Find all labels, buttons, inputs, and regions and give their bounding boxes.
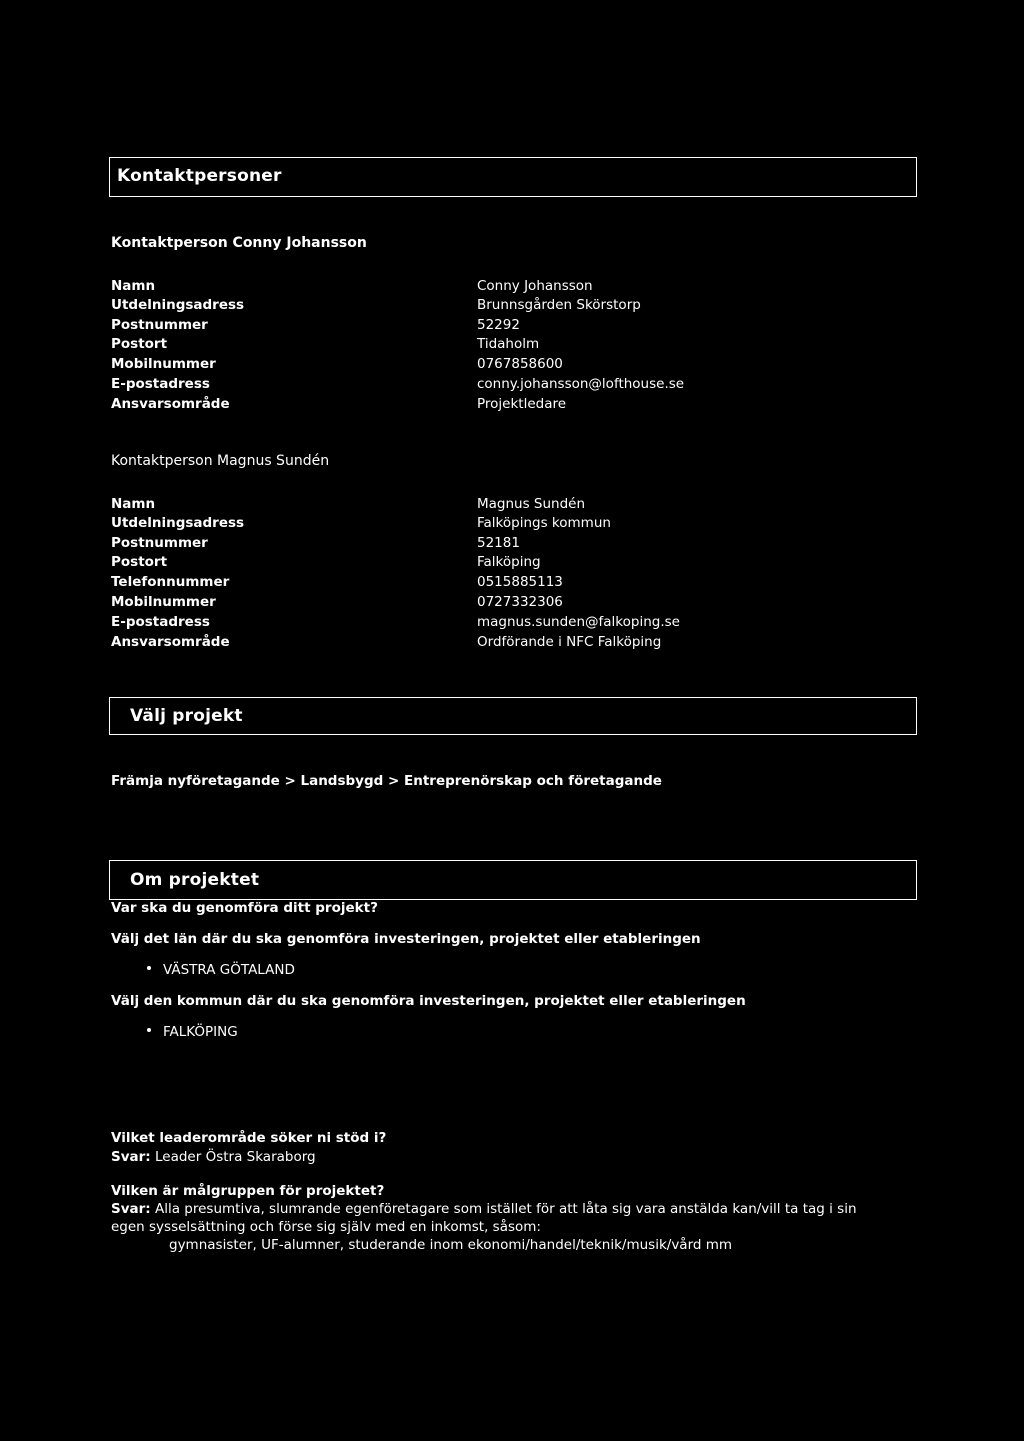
contact-field-row xyxy=(111,396,891,416)
field-label: Telefonnummer xyxy=(111,574,230,590)
contact-field-row xyxy=(111,515,891,535)
target-question: Vilken är målgruppen för projektet? xyxy=(111,1183,385,1199)
field-label: Postnummer xyxy=(111,535,208,551)
field-label: Mobilnummer xyxy=(111,356,216,372)
list-item xyxy=(147,962,295,978)
contact-field-row xyxy=(111,496,891,516)
field-value: Falköping xyxy=(477,554,541,570)
contact-field-row xyxy=(111,554,891,574)
field-label: Postnummer xyxy=(111,317,208,333)
target-answer-part1: Alla presumtiva, slumrande egenföretagare som istället för att låta sig vara anstälda kan/vill ta tag i sin xyxy=(150,1201,857,1217)
contact-field-row xyxy=(111,634,891,654)
kontaktpersoner-title: Kontaktpersoner xyxy=(117,166,282,186)
contact-field-row xyxy=(111,336,891,356)
field-value: Projektledare xyxy=(477,396,567,412)
bullet-icon xyxy=(147,966,151,970)
contact-field-row xyxy=(111,278,891,298)
field-value: Ordförande i NFC Falköping xyxy=(477,634,662,650)
field-label: Postort xyxy=(111,336,168,352)
svar-label: Svar: xyxy=(111,1201,151,1217)
email-value: conny.johansson@lofthouse.se xyxy=(477,376,685,392)
field-value: Falköpings kommun xyxy=(477,515,611,531)
field-label: Mobilnummer xyxy=(111,594,216,610)
bullet-icon xyxy=(147,1028,151,1032)
svar-label: Svar: xyxy=(111,1149,151,1165)
field-label: E-postadress xyxy=(111,376,210,392)
contact-field-row xyxy=(111,614,891,634)
contact-person-heading: Kontaktperson Conny Johansson xyxy=(111,235,367,251)
field-value: 0767858600 xyxy=(477,356,563,372)
lan-question: Välj det län där du ska genomföra investeringen, projektet eller etableringen xyxy=(111,931,701,947)
kommun-question: Välj den kommun där du ska genomföra investeringen, projektet eller etableringen xyxy=(111,993,746,1009)
field-label: E-postadress xyxy=(111,614,210,630)
field-value: Tidaholm xyxy=(477,336,540,352)
list-item xyxy=(147,1024,238,1040)
kommun-answer: FALKÖPING xyxy=(163,1024,238,1040)
valj-projekt-title: Välj projekt xyxy=(130,706,243,726)
leader-answer: Leader Östra Skaraborg xyxy=(150,1149,316,1165)
contact-field-row xyxy=(111,535,891,555)
field-value: 52292 xyxy=(477,317,520,333)
field-value: Brunnsgården Skörstorp xyxy=(477,297,641,313)
contact-field-row xyxy=(111,376,891,396)
contact-person-heading: Kontaktperson Magnus Sundén xyxy=(111,453,330,469)
leader-answer-line xyxy=(111,1149,316,1165)
where-question: Var ska du genomföra ditt projekt? xyxy=(111,900,378,916)
lan-answer: VÄSTRA GÖTALAND xyxy=(163,962,295,978)
field-value: Conny Johansson xyxy=(477,278,593,294)
contact-field-row xyxy=(111,297,891,317)
field-label: Utdelningsadress xyxy=(111,297,245,313)
contact-field-row xyxy=(111,594,891,614)
field-value: 0727332306 xyxy=(477,594,563,610)
om-projektet-title: Om projektet xyxy=(130,870,260,890)
field-value: Magnus Sundén xyxy=(477,496,586,512)
project-path: Främja nyföretagande > Landsbygd > Entreprenörskap och företagande xyxy=(111,773,662,789)
target-answer-line: gymnasister, UF-alumner, studerande inom ekonomi/handel/teknik/musik/vård mm xyxy=(169,1237,733,1253)
email-value: magnus.sunden@falkoping.se xyxy=(477,614,680,630)
field-value: 0515885113 xyxy=(477,574,563,590)
field-label: Postort xyxy=(111,554,168,570)
field-label: Utdelningsadress xyxy=(111,515,245,531)
field-label: Ansvarsområde xyxy=(111,396,230,412)
target-answer-line: egen sysselsättning och förse sig själv med en inkomst, såsom: xyxy=(111,1219,541,1235)
leader-question: Vilket leaderområde söker ni stöd i? xyxy=(111,1130,387,1146)
field-label: Namn xyxy=(111,496,156,512)
contact-field-row xyxy=(111,574,891,594)
target-answer-line xyxy=(111,1201,857,1217)
field-label: Ansvarsområde xyxy=(111,634,230,650)
field-label: Namn xyxy=(111,278,156,294)
contact-field-row xyxy=(111,317,891,337)
field-value: 52181 xyxy=(477,535,520,551)
contact-field-row xyxy=(111,356,891,376)
